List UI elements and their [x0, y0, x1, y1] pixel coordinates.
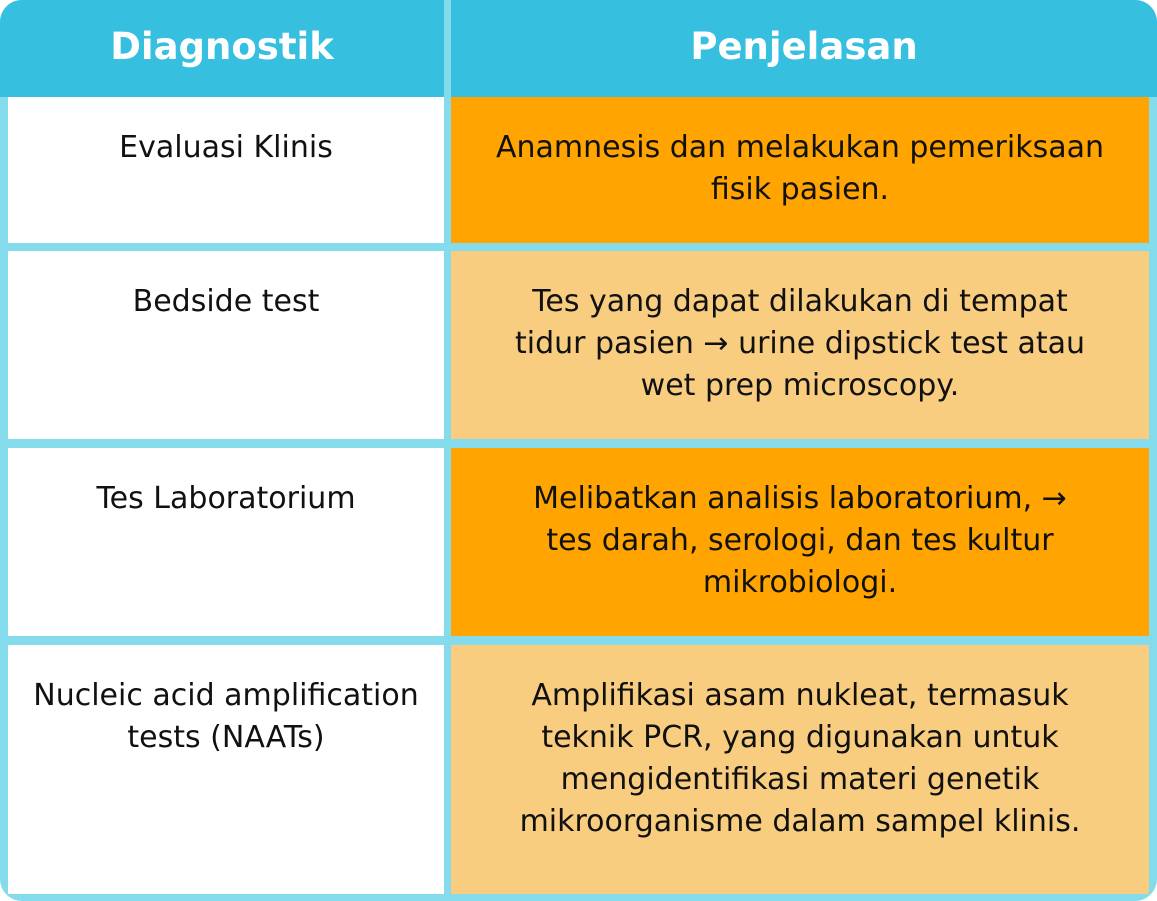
row-1-diagnostik-text: Evaluasi Klinis — [119, 130, 333, 165]
row-4-penjelasan-text: Amplifikasi asam nukleat, termasuk teknik PCR, yang digunakan untuk mengidentifikasi materi genetik mikroorganisme dalam sampel klinis. — [519, 678, 1081, 839]
row-4-diagnostik-text: Nucleic acid amplification tests (NAATs) — [33, 678, 419, 755]
row-3-penjelasan — [451, 448, 1149, 636]
row-3-penjelasan-text: Melibatkan analisis laboratorium, → tes darah, serologi, dan tes kultur mikrobiologi. — [533, 481, 1067, 600]
row-1-penjelasan — [451, 97, 1149, 243]
row-4-penjelasan — [451, 645, 1149, 894]
row-3-diagnostik-text: Tes Laboratorium — [96, 481, 356, 516]
row-1-penjelasan-text: Anamnesis dan melakukan pemeriksaan fisik pasien. — [496, 130, 1104, 207]
header-diagnostik-label: Diagnostik — [110, 24, 334, 68]
header-penjelasan — [451, 0, 1157, 97]
row-2-penjelasan-text: Tes yang dapat dilakukan di tempat tidur pasien → urine dipstick test atau wet prep microscopy. — [514, 284, 1086, 403]
header-penjelasan-label: Penjelasan — [690, 24, 918, 68]
header-diagnostik — [0, 0, 444, 97]
row-3-diagnostik — [8, 448, 444, 636]
row-4-diagnostik — [8, 645, 444, 894]
row-2-penjelasan — [451, 251, 1149, 439]
row-2-diagnostik-text: Bedside test — [132, 284, 320, 319]
row-1-diagnostik — [8, 97, 444, 243]
row-2-diagnostik — [8, 251, 444, 439]
